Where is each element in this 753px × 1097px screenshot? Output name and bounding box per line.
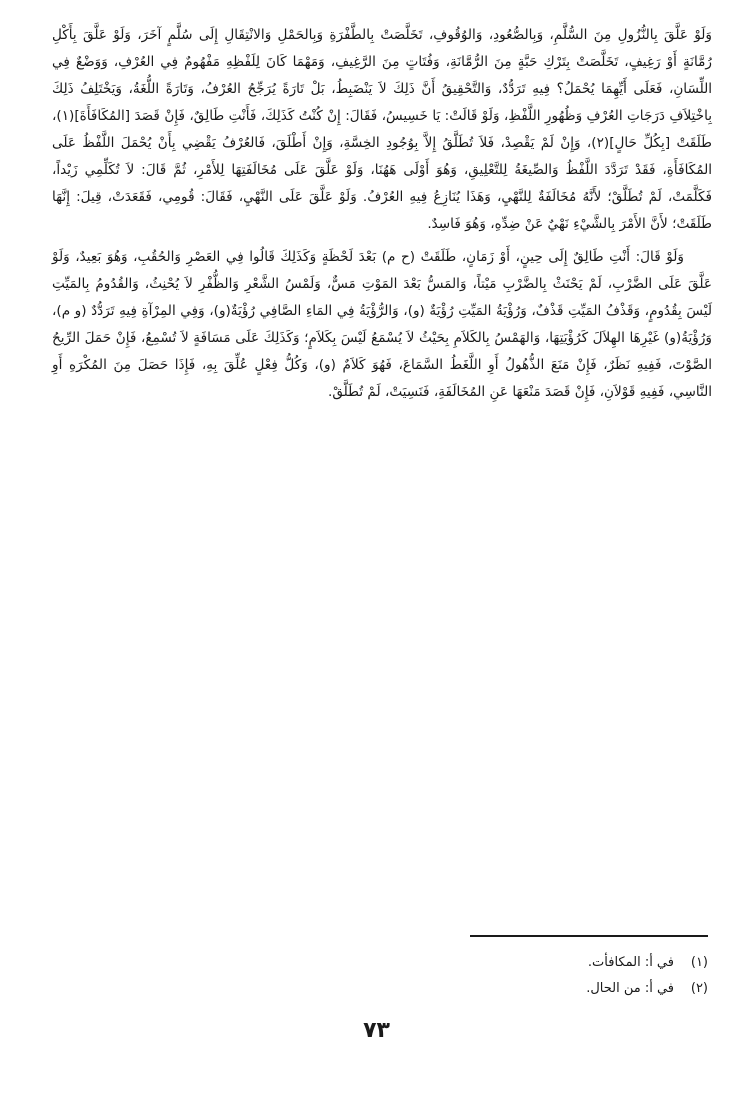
paragraph-2: وَلَوْ قَالَ: أَنْتِ طَالِقٌ إِلَى حِينٍ، أَوْ زَمَانٍ، طَلَقَتْ (ح م) بَعْدَ لَحْظَةٍ وَكَذَلِكَ قَالُوا فِي العَصْرِ وَالحُقُبِ، وَهُوَ بَعِيدٌ، وَلَوْ عَلَّقَ عَلَى الضَّرْبِ، لَمْ يَحْنَثْ بِالضَّرْبِ مَيْتاً، وَالمَسُّ بَعْدَ المَوْتِ مَسٌّ، وَلَمْسُ الشَّعْرِ وَالظُّفْرِ لاَ يُحْنِثُ، وَالقُدُومُ بِالمَيِّتِ لَيْسَ بِقُدُومٍ، وَقَذْفُ المَيِّتِ قَذْفٌ، وَرُؤْيَةُ المَيِّتِ رُؤْيَةٌ (و)، وَالرُّؤْيَةُ فِي المَاءِ الصَّافِي رُؤْيَةٌ(و)، وَفِي المِرْآةِ فِيهِ تَرَدُّدٌ (و م)، وَرُؤْيَةُ(و) غَيْرِهَا الهِلاَلَ كَرُؤْيَتِهَا، وَالهَمْسُ بِالكَلاَمِ بِحَيْثُ لاَ يُسْمَعُ لَيْسَ بِكَلاَمٍ؛ وَكَذَلِكَ عَلَى مَسَافَةٍ لاَ تُسْمِعُ، فَإِنْ حَمَلَ الرِّيحُ الصَّوْتَ، فَفِيهِ نَظَرٌ، فَإِنْ مَنَعَ الذُّهُولُ أَوِ اللَّغَطُ السَّمَاعَ، فَهُوَ كَلاَمٌ (و)، وَكُلُّ فِعْلٍ عُلِّقَ بِهِ، فَإِذَا حَصَلَ مِنَ المُكْرَهِ أَوِ النَّاسِي، فَفِيهِ قَوْلاَنِ، فَإِنْ قَصَدَ مَنْعَهَا عَنِ المُخَالَفَةِ، فَنَسِيَتْ، لَمْ تُطَلَّقْ. <box>52 249 712 400</box>
footnote-text: في أ: من الحال. <box>586 981 674 996</box>
footnotes <box>430 950 708 1002</box>
footnote-2 <box>430 976 708 1002</box>
footnote-number: (٢) <box>690 981 708 996</box>
footnote-separator <box>470 935 708 937</box>
main-text <box>52 22 712 406</box>
footnote-number: (١) <box>690 955 708 970</box>
page-number: ٧٣ <box>363 1018 390 1043</box>
footnote-text: في أ: المكافأت. <box>587 955 674 970</box>
paragraph-1: وَلَوْ عَلَّقَ بِالنُّزُولِ مِنَ السُّلَّمِ، وَبِالصُّعُودِ، وَالوُقُوفِ، تَخَلَّصَتْ بِالطَّفْرَةِ وَبِالحَمْلِ وَالانْتِقَالِ إِلَى سُلَّمٍ آخَرَ، وَلَوْ عَلَّقَ بِأَكْلِ رُمَّانَةٍ أَوْ رَغِيفٍ، تَخَلَّصَتْ بِتَرْكِ حَبَّةٍ مِنَ الرُّمَّانَةِ، وَفُتَاتٍ مِنَ الرَّغِيفِ، وَمَهْمَا كَانَ لِلَفْظِهِ مَفْهُومٌ فِي العُرْفِ، وَوَضْعٌ فِي اللِّسَانِ، فَعَلَى أَيِّهِمَا يُحْمَلُ؟ فِيهِ تَرَدُّدٌ، وَالتَّحْقِيقُ أَنَّ ذَلِكَ لاَ يَنْضَبِطُ، بَلْ تَارَةً يُرَجِّحُ العُرْفُ، وَتَارَةً اللُّغَةُ، وَيَخْتَلِفُ ذَلِكَ بِاخْتِلاَفِ دَرَجَاتِ العُرْفِ وَظُهُورِ اللَّفْظِ، وَلَوْ قَالَتْ: يَا خَسِيسُ، فَقَالَ: إِنْ كُنْتُ كَذَلِكَ، فَأَنْتِ طَالِقٌ، فَإِنْ قَصَدَ [المُكَافَأَةَ](١)، طَلَقَتْ [بِكُلِّ حَالٍ](٢)، وَإِنْ لَمْ يَقْصِدْ، فَلاَ تُطَلَّقُ إِلاَّ بِوُجُودِ الخِسَّةِ، وَإِنْ أَطْلَقَ، فَالعُرْفُ يَقْضِي بِأَنْ يُحْمَلَ اللَّفْظُ عَلَى المُكَافَأَةِ، فَقَدْ تَرَدَّدَ اللَّفْظُ وَالصِّيغَةُ لِلتَّعْلِيقِ، وَهُوَ أَوْلَى هَهُنَا، وَلَوْ عَلَّقَ عَلَى مُخَالَفَتِهَا لِلأَمْرِ، ثُمَّ قَالَ: لاَ تُكَلِّمِي زَيْداً، فَكَلَّمَتْ، لَمْ تُطَلَّقْ؛ لأَنَّهُ مُخَالَفَةٌ لِلنَّهْيِ، وَهَذَا يُنَازِعُ فِيهِ العُرْفُ. وَلَوْ عَلَّقَ عَلَى النَّهْيِ، فَقَالَ: قُومِي، فَقَعَدَتْ، قِيلَ: إِنَّهَا طَلَقَتْ؛ لأَنَّ الأَمْرَ بِالشَّيْءِ نَهْيٌ عَنْ ضِدِّهِ، وَهُوَ فَاسِدٌ. <box>52 27 712 232</box>
footnote-1 <box>430 950 708 976</box>
